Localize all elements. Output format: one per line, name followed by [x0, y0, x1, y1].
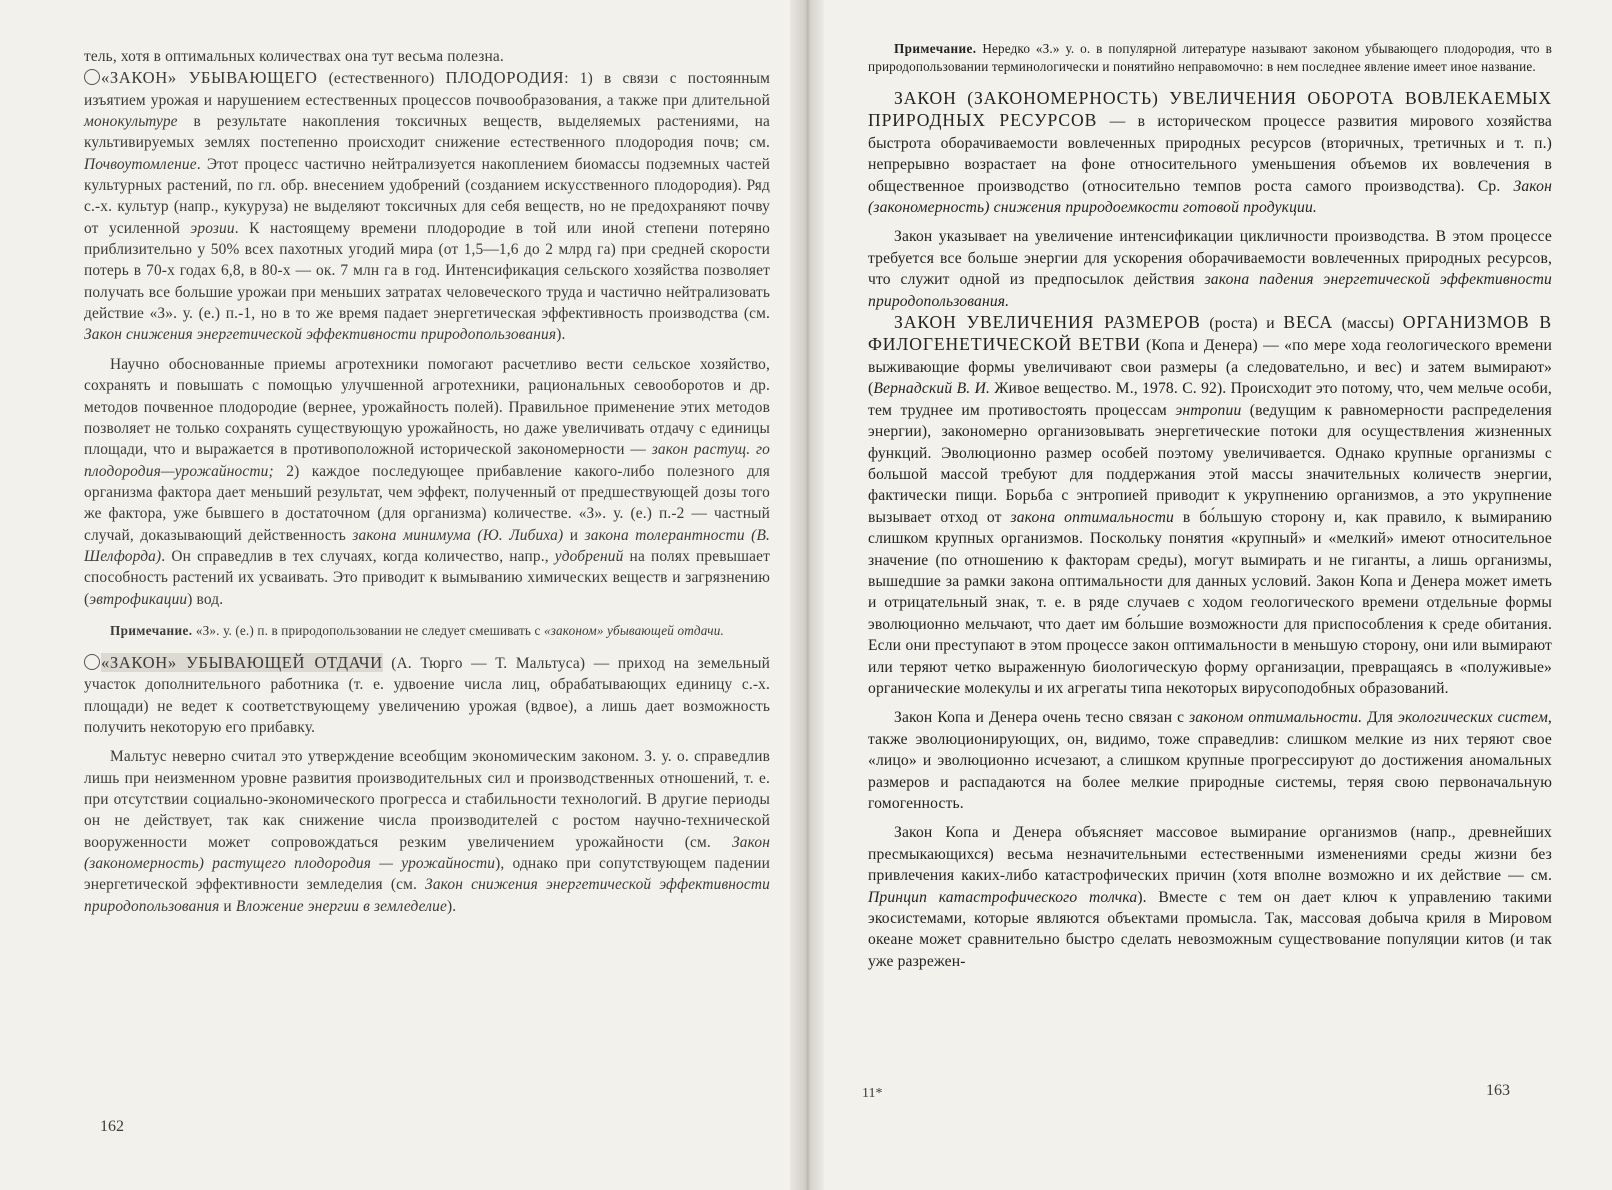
left-paragraph-2: Научно обоснованные приемы агротехники помогают расчетливо вести сельское хозяйство, сохранять и повышать с помощью улучшенной агротехники, рациональных севооборотов и др. методов почвенное плодородие (вернее, урожайность полей). Правильное применение этих методов позволяет не только сохранять существующую урожайность, но даже увеличивать отдачу с единицы площади, что и выражается в противоположной исторической закономерности — закон растущ. го плодородия—урожайности; 2) каждое последующее прибавление какого-либо полезного для организма фактора дает меньший результат, чем эффект, полученный от предшествующей дозы того же фактора, уже бывшего в достаточном (для организма) количестве. «З». у. (е.) п.-2 — частный случай, доказывающий действенность закона минимума (Ю. Либиха) и закона толерантности (В. Шелфорда). Он справедлив в тех случаях, когда количество, напр., удобрений на полях превышает способность растений их усваивать. Это приводит к вымыванию химических веществ и загрязнению (эвтрофикации) вод.: [84, 355, 770, 608]
right-paragraph-2: Закон указывает на увеличение интенсификации цикличности производства. В этом процессе требуется все больше энергии для ускорения оборачиваемости вовлеченных природных ресурсов, что служит одной из предпосылок действия закона падения энергетической эффективности природопользования.: [868, 228, 1552, 310]
pencil-circle-mark: [84, 69, 100, 85]
entry-diminishing-fertility: «ЗАКОН» УБЫВАЮЩЕГО (естественного) ПЛОДОРОДИЯ: 1) в связи с постоянным изъятием урожая и нарушением естественных процессов почвообразования, а также при длительной монокультуре в результате накопления токсичных веществ, выделяемых растениями, на культивируемых землях постепенно происходит снижение естественного плодородия почв; см. Почвоутомление. Этот процесс частично нейтрализуется накоплением биомассы подземных частей культурных растений, по гл. обр. внесением удобрений (созданием искусственного плодородия). Ряд с.-х. культур (напр., кукуруза) не выделяют токсичных для себя веществ, но не предохраняют почву от усиленной эрозии. К настоящему времени плодородие в той или иной степени потеряно приблизительно у 50% всех пахотных угодий мира (от 1,5—1,6 до 2 млрд га) при средней скорости потерь в 70-х годах 6,8, в 80-х — ок. 7 млн га в год. Интенсификация сельского хозяйства позволяет получать все большие урожаи при меньших затратах человеческого труда и частично нейтрализовать действие «З». у. (е.) п.-1, но в то же время падает энергетическая эффективность производства (см. Закон снижения энергетической эффективности природопользования).: [84, 68, 770, 344]
right-page: [806, 0, 1612, 1190]
entry-diminishing-returns: «ЗАКОН» УБЫВАЮЩЕЙ ОТДАЧИ (А. Тюрго — Т. Мальтуса) — приход на земельный участок дополнительного работника (т. е. удвоение числа лиц, обрабатывающих единицу с.-х. площади) не ведет к соответствующему увеличению урожая (вдвое), а лишь дает возможность получить некоторую его прибавку.: [84, 652, 770, 736]
entry-resource-turnover: ЗАКОН (ЗАКОНОМЕРНОСТЬ) УВЕЛИЧЕНИЯ ОБОРОТА ВОВЛЕКАЕМЫХ ПРИРОДНЫХ РЕСУРСОВ — в историческом процессе развития мирового хозяйства быстрота оборачиваемости вовлеченных природных ресурсов (вторичных, третичных и т. п.) непрерывно возрастает на фоне относительного уменьшения объемов их вовлечения в общественное производство (относительно темпов роста самого производства). Ср. Закон (закономерность) снижения природоемкости готовой продукции.: [868, 88, 1552, 217]
left-paragraph-4: Мальтус неверно считал это утверждение всеобщим экономическим законом. З. у. о. справедлив лишь при неизменном уровне развития производительных сил и производственных отношений, т. е. при отсутствии социально-экономического прогресса и стабильности технологий. В другие периоды он не действует, так как снижение числа производителей с ростом научно-технической вооруженности может сопровождаться резким увеличением урожайности (см. Закон (закономерность) растущего плодородия — урожайности), однако при сопутствующем падении энергетической эффективности земледелия (см. Закон снижения энергетической эффективности природопользования и Вложение энергии в земледелие).: [84, 748, 770, 915]
right-note: Примечание. Нередко «З.» у. о. в популярной литературе называют законом убывающего плодородия, что в природопользовании терминологически и понятийно неправомочно: в нем последнее явление имеет иное название.: [868, 41, 1552, 74]
right-paragraph-4: Закон Копа и Денера очень тесно связан с законом оптимальности. Для экологических систем, также эволюционирующих, он, видимо, тоже справедлив: слишком мелкие из них теряют свое «лицо» и эволюционно исчезают, а слишком крупные прогрессируют до достижения аномальных размеров и распадаются на более мелкие природные системы, теряя свою первоначальную гомогенность.: [868, 709, 1552, 812]
left-note: Примечание. «З». у. (е.) п. в природопользовании не следует смешивать с «законом» убывающей отдачи.: [110, 622, 724, 638]
right-paragraph-5: Закон Копа и Денера объясняет массовое вымирание организмов (напр., древнейших пресмыкающихся) весьма незначительными естественными изменениями среды жизни без привлечения каких-либо катастрофических причин (хотя вполне возможно и их действие — см. Принцип катастрофического толчка). Вместе с тем он дает ключ к управлению такими экосистемами, которые являются объектами промысла. Так, массовая добыча криля в Мировом океане может сравнительно быстро сделать невозможным существование популяции китов (и так уже разрежен-: [868, 824, 1552, 970]
right-page-text: [868, 40, 1552, 972]
entry-cope-depere: ЗАКОН УВЕЛИЧЕНИЯ РАЗМЕРОВ (роста) и ВЕСА (массы) ОРГАНИЗМОВ В ФИЛОГЕНЕТИЧЕСКОЙ ВЕТВИ (Копа и Денера) — «по мере хода геологического времени выживающие формы увеличивают свои размеры (а следовательно, и вес) и затем вымирают» (Вернадский В. И. Живое вещество. М., 1978. С. 92). Происходит это потому, что, чем мельче особи, тем труднее им противостоять процессам энтропии (ведущим к равномерности распределения энергии), закономерно организовывать энергетические потоки для осуществления жизненных функций. Эволюционно размер особей поэтому увеличивается. Однако крупные организмы с большой массой требуют для поддержания этой массы значительных количеств энергии, фактически пищи. Борьба с энтропией приводит к укрупнению организмов, а это укрупнение вызывает отход от закона оптимальности в бо́льшую сторону и, как правило, к вымиранию слишком крупных организмов. Поскольку понятия «крупный» и «мелкий» имеют относительное значение (по отношению к факторам среды), могут вымирать и не гиганты, а лишь организмы, вышедшие за рамки закона оптимальности для данных условий. Закон Копа и Денера может иметь и отрицательный знак, т. е. в ряде случаев с ходом геологического времени отдельные формы эволюционно мельчают, что дает им бо́льшие возможности для приспособления к среде обитания. Если они преступают в этом процессе закон оптимальности в меньшую сторону, они или вымирают или теряют четко выраженную биологическую форму организации, превращаясь в «полуживые» органические молекулы и их агрегаты типа некоторых вирусоподобных образований.: [868, 312, 1552, 697]
pencil-circle-mark: [84, 654, 100, 670]
page-number-left: 162: [100, 1118, 124, 1135]
signature-mark: 11*: [862, 1086, 883, 1101]
page-number-right: 163: [1486, 1082, 1510, 1099]
book-gutter: [790, 0, 824, 1190]
left-line-0: тель, хотя в оптимальных количествах она тут весьма полезна.: [84, 48, 504, 65]
left-page-text: [84, 46, 770, 917]
